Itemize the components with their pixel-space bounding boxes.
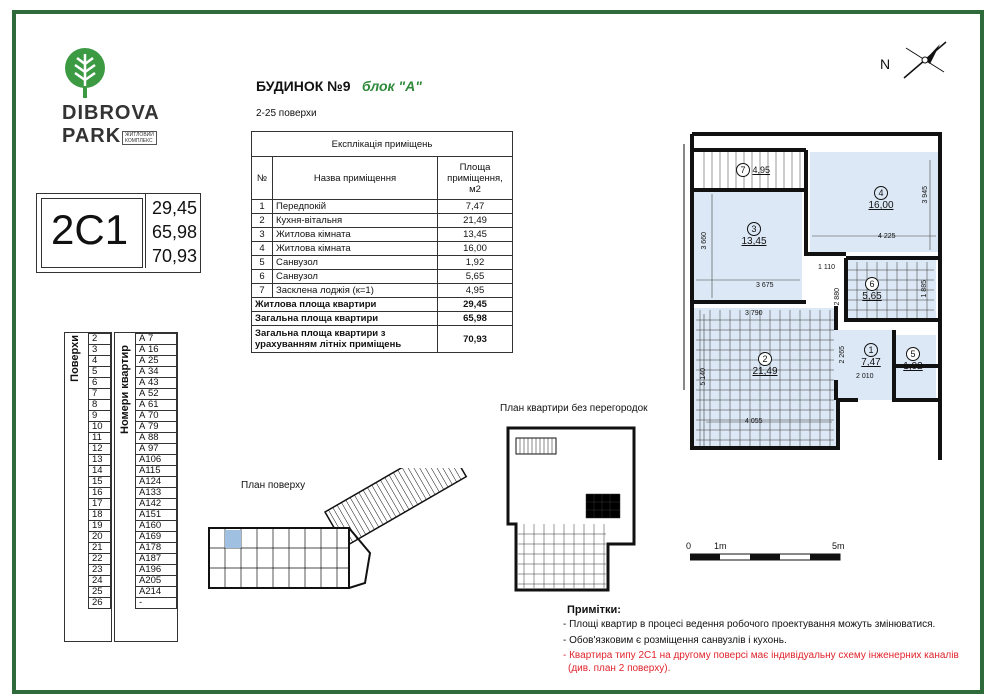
room-3-number: 3	[747, 222, 761, 236]
apartment-number: А115	[136, 466, 177, 477]
note-1: - Площі квартир в процесі ведення робочого проектування можуть змінюватися.	[563, 619, 936, 630]
apartment-areas	[145, 194, 200, 268]
row-no: 6	[252, 270, 273, 284]
living-area-value: 29,45	[145, 194, 200, 220]
floor-number: 18	[89, 510, 111, 521]
floor-number: 14	[89, 466, 111, 477]
apartment-floor-plan	[682, 130, 944, 460]
room-2-area: 21,49	[752, 366, 778, 377]
brand-sub-line1: ЖИТЛОВИЙ	[125, 132, 154, 138]
floor-number: 9	[89, 411, 111, 422]
apartments-column	[114, 332, 178, 642]
explication-row	[252, 256, 513, 270]
apartment-number: А106	[136, 455, 177, 466]
row-name: Житлова кімната	[273, 242, 438, 256]
apartment-numbers-list	[135, 333, 177, 609]
brand-logo	[60, 46, 110, 105]
row-no: 7	[252, 284, 273, 298]
apartment-number: А 70	[136, 411, 177, 422]
apartment-number: А 7	[136, 334, 177, 345]
scale-1m: 1m	[714, 541, 727, 551]
no-partitions-caption: План квартири без перегородок	[500, 403, 648, 414]
apartment-number: А169	[136, 532, 177, 543]
room-2-number: 2	[758, 352, 772, 366]
dim-3945: 3 945	[922, 186, 929, 204]
col-no-header: №	[252, 157, 273, 200]
explication-row	[252, 270, 513, 284]
room-1-number: 1	[864, 343, 878, 357]
row-no: 5	[252, 256, 273, 270]
row-area: 4,95	[438, 284, 513, 298]
room-7-area: 4,95	[752, 165, 771, 175]
room-5-label	[900, 347, 926, 372]
scale-5m: 5m	[832, 541, 845, 551]
note-2: - Обов'язковим є розміщення санвузлів і кухонь.	[563, 635, 787, 646]
apartment-number: А178	[136, 543, 177, 554]
apartment-number: А 97	[136, 444, 177, 455]
floor-number: 8	[89, 400, 111, 411]
dim-4055: 4 055	[745, 418, 763, 425]
floor-number: 15	[89, 477, 111, 488]
apartment-number: А160	[136, 521, 177, 532]
room-5-number: 5	[906, 347, 920, 361]
living-area-label: Житлова площа квартири	[252, 298, 438, 312]
floor-number: 21	[89, 543, 111, 554]
explication-row	[252, 242, 513, 256]
building-title: БУДИНОК №9	[256, 78, 351, 94]
floor-plan-caption: План поверху	[241, 480, 306, 491]
row-name: Передпокій	[273, 200, 438, 214]
row-name: Засклена лоджія (к=1)	[273, 284, 438, 298]
row-no: 4	[252, 242, 273, 256]
room-3-area: 13,45	[741, 236, 767, 247]
row-no: 3	[252, 228, 273, 242]
room-2-label	[750, 352, 780, 377]
scale-0: 0	[686, 541, 692, 551]
apartment-number: А133	[136, 488, 177, 499]
apartment-number: -	[136, 598, 177, 609]
floor-number: 20	[89, 532, 111, 543]
room-3-label	[739, 222, 769, 247]
apartment-type-code: 2С1	[51, 206, 129, 253]
room-4-area: 16,00	[868, 200, 894, 211]
explication-row	[252, 214, 513, 228]
floor-number: 24	[89, 576, 111, 587]
block-label: блок "А"	[362, 78, 422, 94]
floor-number: 4	[89, 356, 111, 367]
floor-number: 5	[89, 367, 111, 378]
dim-5140: 5 140	[700, 368, 707, 386]
apartment-number: А205	[136, 576, 177, 587]
row-name: Кухня-вітальня	[273, 214, 438, 228]
living-area-total: 29,45	[438, 298, 513, 312]
row-name: Санвузол	[273, 270, 438, 284]
floor-number: 10	[89, 422, 111, 433]
floor-number: 17	[89, 499, 111, 510]
room-6-number: 6	[865, 277, 879, 291]
row-name: Житлова кімната	[273, 228, 438, 242]
floor-number: 7	[89, 389, 111, 400]
apartment-number: А196	[136, 565, 177, 576]
room-7-number: 7	[736, 163, 750, 177]
notes-title: Примітки:	[567, 604, 621, 616]
apartment-number: А151	[136, 510, 177, 521]
apartment-number: А142	[136, 499, 177, 510]
apartment-number: А124	[136, 477, 177, 488]
apartment-numbers-label: Номери квартир	[119, 345, 131, 434]
apartment-number: А 61	[136, 400, 177, 411]
total-area-label: Загальна площа квартири	[252, 312, 438, 326]
floor-number: 26	[89, 598, 111, 609]
apartment-number: А 34	[136, 367, 177, 378]
explication-title: Експлікація приміщень	[252, 132, 513, 157]
floor-plan-thumbnail	[205, 468, 475, 594]
floor-number: 16	[89, 488, 111, 499]
dim-2265: 2 265	[839, 346, 846, 364]
summer-area-value: 70,93	[145, 244, 200, 268]
row-name: Санвузол	[273, 256, 438, 270]
floor-number: 11	[89, 433, 111, 444]
row-area: 13,45	[438, 228, 513, 242]
floor-number: 2	[89, 334, 111, 345]
room-6-label	[857, 277, 887, 302]
floor-number: 13	[89, 455, 111, 466]
floors-label: Поверхи	[69, 335, 81, 382]
brand-sub-line2: КОМПЛЕКС	[125, 138, 153, 144]
brand-subtitle	[122, 131, 157, 145]
floor-number: 12	[89, 444, 111, 455]
floors-column	[64, 332, 112, 642]
summer-area-total: 70,93	[438, 326, 513, 353]
apartment-number: А187	[136, 554, 177, 565]
summer-area-label: Загальна площа квартири з урахуванням літніх приміщень	[252, 326, 438, 353]
room-1-area: 7,47	[861, 357, 881, 368]
row-no: 1	[252, 200, 273, 214]
floors-range: 2-25 поверхи	[256, 108, 317, 119]
room-4-number: 4	[874, 186, 888, 200]
note-red-2: (див. план 2 поверху).	[568, 663, 671, 674]
dim-2880: 2 880	[834, 288, 841, 306]
row-area: 7,47	[438, 200, 513, 214]
tree-icon	[60, 46, 110, 100]
total-area-total: 65,98	[438, 312, 513, 326]
apartment-number: А 16	[136, 345, 177, 356]
floor-number: 6	[89, 378, 111, 389]
row-area: 16,00	[438, 242, 513, 256]
apartment-number: А 52	[136, 389, 177, 400]
col-name-header: Назва приміщення	[273, 157, 438, 200]
room-7-label	[736, 163, 770, 177]
north-label: N	[880, 56, 891, 72]
floor-number: 22	[89, 554, 111, 565]
floor-number: 25	[89, 587, 111, 598]
brand-name-line1: DIBROVA	[62, 102, 160, 124]
dim-3675: 3 675	[756, 282, 774, 289]
dim-4225: 4 225	[878, 233, 896, 240]
row-area: 21,49	[438, 214, 513, 228]
col-area-header: Площа приміщення, м2	[438, 157, 513, 200]
dim-2010: 2 010	[856, 373, 874, 380]
explication-row	[252, 284, 513, 298]
floors-list	[88, 333, 111, 609]
explication-row	[252, 200, 513, 214]
room-6-area: 5,65	[862, 291, 882, 302]
compass-icon	[900, 38, 950, 82]
apartment-number: А 25	[136, 356, 177, 367]
dim-1885: 1 885	[921, 280, 928, 298]
floor-number: 19	[89, 521, 111, 532]
explication-table	[251, 131, 513, 353]
room-1-label	[856, 343, 886, 368]
dim-1110: 1 110	[818, 264, 835, 271]
row-no: 2	[252, 214, 273, 228]
total-area-value: 65,98	[145, 220, 200, 244]
dim-3660: 3 660	[701, 232, 708, 250]
scale-bar	[690, 552, 850, 564]
apartment-type-box	[36, 193, 201, 273]
explication-row	[252, 228, 513, 242]
apartment-number: А 79	[136, 422, 177, 433]
dim-3790: 3 790	[745, 310, 763, 317]
apartment-number: А 43	[136, 378, 177, 389]
row-area: 1,92	[438, 256, 513, 270]
room-5-area: 1,92	[903, 361, 923, 372]
room-4-label	[866, 186, 896, 211]
note-red-1: - Квартира типу 2С1 на другому поверсі має індивідуальну схему інженерних каналів	[563, 650, 959, 661]
apartment-number: А 88	[136, 433, 177, 444]
plan-without-partitions	[500, 424, 640, 594]
floor-number: 23	[89, 565, 111, 576]
apartment-number: А214	[136, 587, 177, 598]
row-area: 5,65	[438, 270, 513, 284]
floor-number: 3	[89, 345, 111, 356]
brand-name-line2: PARK	[62, 125, 122, 147]
